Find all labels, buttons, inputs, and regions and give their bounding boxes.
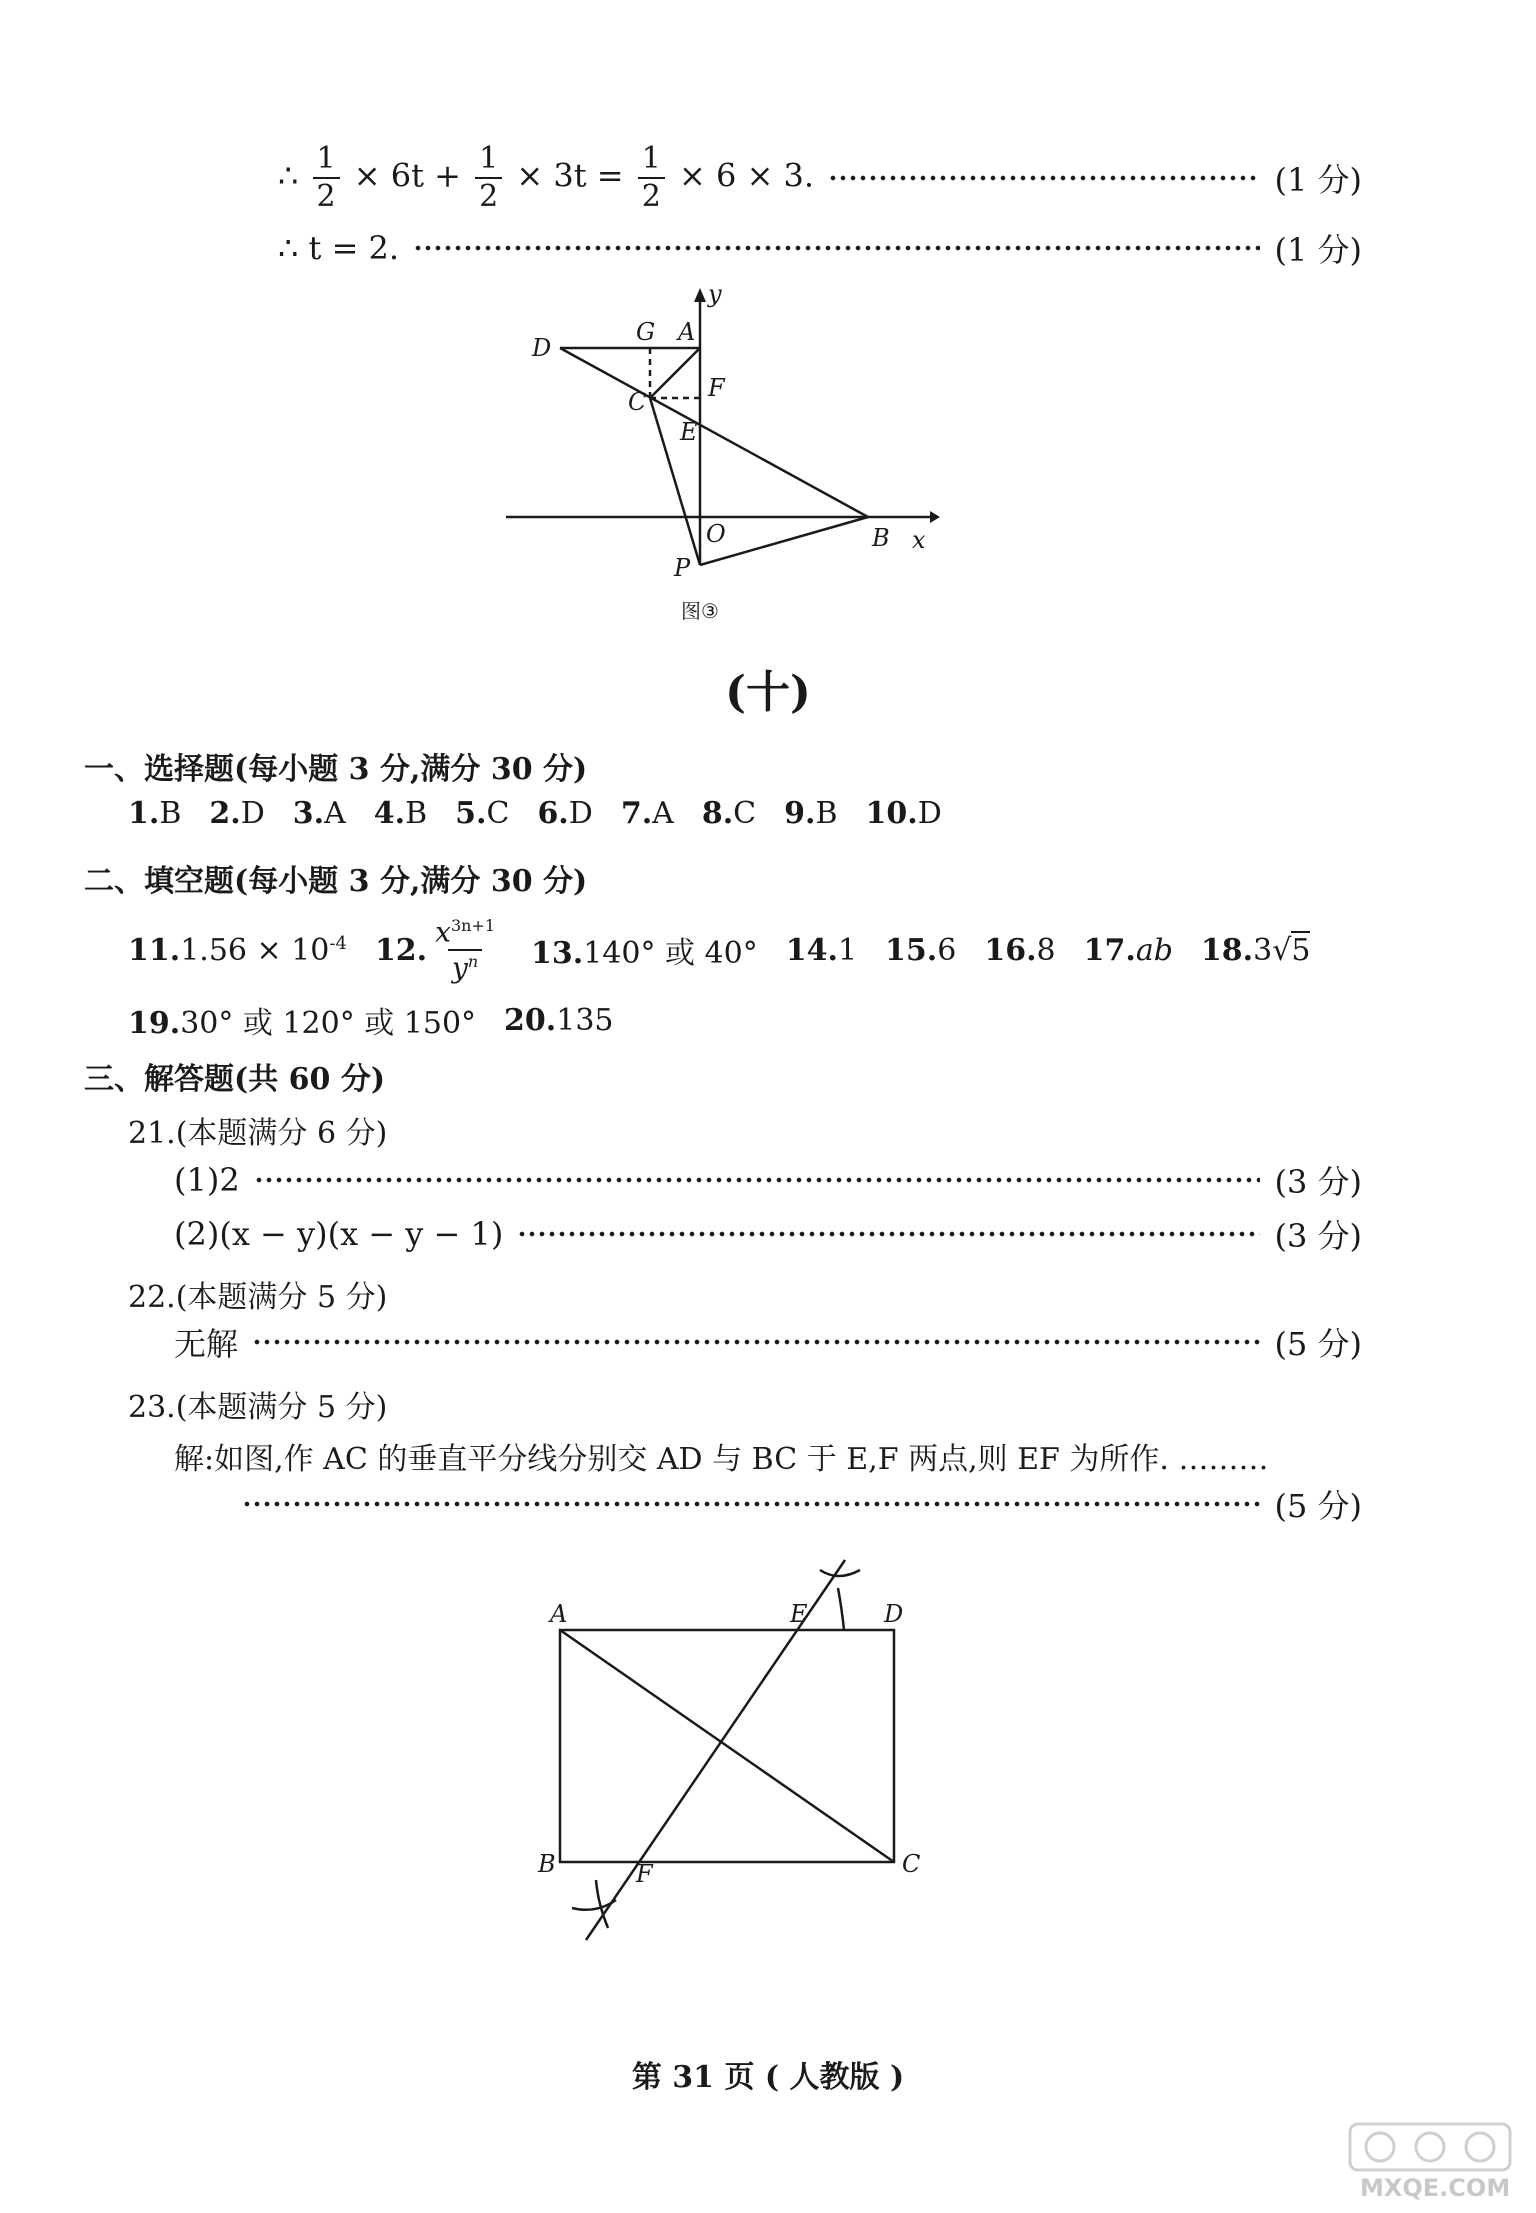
label-B: B bbox=[872, 524, 890, 552]
segment-AC bbox=[650, 348, 700, 398]
term-product: × 6 × 3. bbox=[679, 156, 815, 195]
leader-dots bbox=[242, 1501, 1260, 1507]
arc-mark-top-1 bbox=[820, 1570, 860, 1576]
answer-12: 12. $\frac{x^{3n+1}}{y^n}$ bbox=[374, 915, 496, 985]
q22-heading: 22.(本题满分 5 分) bbox=[128, 1280, 388, 1315]
x-axis-arrow bbox=[930, 511, 940, 523]
score-label: (3 分) bbox=[1274, 1163, 1362, 1201]
answer-10: 10.D bbox=[865, 796, 942, 831]
label-A: A bbox=[550, 1600, 568, 1628]
label-C: C bbox=[628, 388, 647, 416]
figure-3-caption: 图③ bbox=[681, 599, 719, 623]
leader-dots bbox=[254, 1177, 1261, 1183]
label-x: x bbox=[912, 526, 926, 554]
q21-heading: 21.(本题满分 6 分) bbox=[128, 1116, 388, 1151]
answer-9: 9.B bbox=[784, 796, 838, 831]
q23-score-line bbox=[242, 1484, 1362, 1524]
equation-line-1 bbox=[278, 141, 1362, 214]
label-D: D bbox=[884, 1600, 904, 1628]
answer-15: 15.6 bbox=[885, 932, 957, 968]
label-B: B bbox=[538, 1850, 556, 1878]
score-label: (5 分) bbox=[1274, 1487, 1362, 1525]
arc-mark-bottom-1 bbox=[572, 1900, 616, 1910]
answer-6: 6.D bbox=[537, 796, 593, 831]
leader-dots bbox=[413, 245, 1260, 251]
label-F: F bbox=[636, 1860, 653, 1888]
q23-solution-text: 解:如图,作 AC 的垂直平分线分别交 AD 与 BC 于 E,F 两点,则 EF 为所作. ……… bbox=[174, 1442, 1269, 1477]
section2-title: 二、填空题(每小题 3 分,满分 30 分) bbox=[84, 864, 588, 899]
diagonal-AC bbox=[560, 1630, 894, 1862]
answer-5: 5.C bbox=[455, 796, 510, 831]
q21-part1: (1)2 (3 分) bbox=[174, 1160, 1362, 1200]
label-O: O bbox=[706, 520, 726, 548]
leader-dots bbox=[828, 175, 1260, 181]
section3-title: 三、解答题(共 60 分) bbox=[84, 1062, 386, 1097]
leader-dots bbox=[252, 1339, 1260, 1345]
leader-dots bbox=[517, 1231, 1260, 1237]
answer-18: 18.3√5 bbox=[1200, 932, 1311, 968]
watermark-text: MXQE.COM bbox=[1360, 2174, 1511, 2202]
label-A: A bbox=[678, 318, 696, 346]
label-D: D bbox=[532, 334, 552, 362]
page-footer: 第 31 页 ( 人教版 ) bbox=[631, 2060, 905, 2095]
section1-title: 一、选择题(每小题 3 分,满分 30 分) bbox=[84, 752, 588, 787]
score-label: (3 分) bbox=[1274, 1217, 1362, 1255]
label-G: G bbox=[636, 318, 656, 346]
figure-3-diagram bbox=[490, 280, 950, 650]
answer-4: 4.B bbox=[373, 796, 428, 831]
answer-11: $11.1.56 \times 10^{-4}$ bbox=[128, 932, 347, 968]
fraction-half-2: $\frac{1}{2}$ bbox=[475, 144, 502, 212]
answer-13: 13.140° 或 40° bbox=[531, 936, 758, 971]
watermark-logo bbox=[1320, 2120, 1520, 2204]
rectangle-construction-diagram bbox=[520, 1540, 950, 1960]
label-C: C bbox=[902, 1850, 921, 1878]
answer-20: 20.135 bbox=[504, 1002, 614, 1038]
label-E: E bbox=[790, 1600, 808, 1628]
sqrt-symbol: √ bbox=[1272, 932, 1292, 968]
label-y: y bbox=[708, 280, 722, 308]
score-label: (5 分) bbox=[1274, 1325, 1362, 1363]
answer-14: 14.1 bbox=[785, 932, 858, 968]
section2-answers-row1 bbox=[128, 910, 1338, 990]
answer-1: 1.B bbox=[128, 796, 182, 831]
answer-17: 17.ab bbox=[1083, 932, 1173, 968]
answer-2: 2.D bbox=[209, 796, 265, 831]
equation-2: ∴ t = 2. bbox=[278, 229, 400, 267]
q21-part2: (2)(x − y)(x − y − 1) (3 分) bbox=[174, 1214, 1362, 1254]
answer-16: 16.8 bbox=[984, 932, 1056, 968]
term-3t: × 3t = bbox=[516, 156, 624, 195]
y-axis-arrow bbox=[694, 288, 706, 302]
q23-heading: 23.(本题满分 5 分) bbox=[128, 1390, 388, 1425]
fraction-half-1: $\frac{1}{2}$ bbox=[313, 144, 340, 212]
answer-3: 3.A bbox=[292, 796, 346, 831]
section-heading: (十) bbox=[725, 667, 811, 718]
term-6t: × 6t + bbox=[353, 156, 461, 195]
q22-part1: 无解 (5 分) bbox=[174, 1322, 1362, 1362]
label-P: P bbox=[674, 554, 691, 582]
score-label: (1 分) bbox=[1274, 231, 1362, 269]
label-F: F bbox=[708, 374, 725, 402]
answer-19: 19.30° 或 120° 或 150° bbox=[128, 1006, 477, 1041]
answer-7: 7.A bbox=[620, 796, 674, 831]
equation-1 bbox=[278, 141, 815, 214]
section2-answers-row2 bbox=[128, 998, 642, 1042]
arc-mark-top-2 bbox=[838, 1588, 844, 1630]
section1-answers bbox=[128, 796, 970, 831]
therefore-symbol: ∴ bbox=[278, 156, 299, 195]
answer-8: 8.C bbox=[701, 796, 757, 831]
score-label: (1 分) bbox=[1274, 161, 1362, 199]
fraction-half-3: $\frac{1}{2}$ bbox=[638, 144, 665, 212]
label-E: E bbox=[680, 418, 698, 446]
equation-line-2 bbox=[278, 228, 1362, 268]
